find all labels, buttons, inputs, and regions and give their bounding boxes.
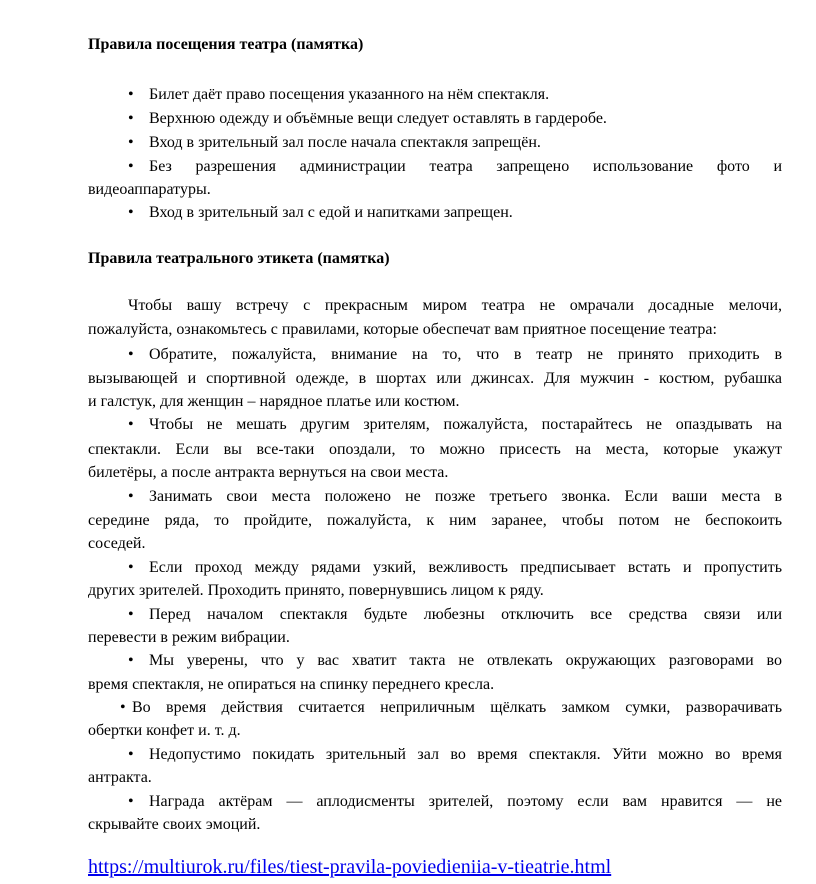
list-item: • Вход в зрительный зал после начала спектакля запрещён. [128,134,541,151]
bullet-icon: • [128,793,134,810]
list-item-line: антракта. [88,769,152,786]
intro-paragraph: Чтобы вашу встречу с прекрасным миром театра не омрачали досадные мелочи, [128,297,782,314]
heading-visit-rules: Правила посещения театра (памятка) [88,36,364,53]
bullet-icon: • [128,158,134,175]
bullet-icon: • [120,699,126,716]
list-item: • Если проход между рядами узкий, вежливость предписывает встать и пропустить [128,559,782,576]
list-item: • Недопустимо покидать зрительный зал во время спектакля. Уйти можно во время [128,746,782,763]
list-item: • Вход в зрительный зал с едой и напитками запрещен. [128,204,513,221]
list-item-line: середине ряда, то пройдите, пожалуйста, к ним заранее, чтобы потом не беспокоить [88,512,782,529]
bullet-icon: • [128,110,134,127]
list-item-line: соседей. [88,535,146,552]
bullet-icon: • [128,606,134,623]
list-item-line: скрывайте своих эмоций. [88,816,261,833]
list-item: • Занимать свои места положено не позже третьего звонка. Если ваши места в [128,488,782,505]
list-item-line: и галстук, для женщин – нарядное платье или костюм. [88,393,460,410]
list-item-line: билетёры, а после антракта вернуться на свои места. [88,464,449,481]
bullet-icon: • [128,416,134,433]
source-link[interactable]: https://multiurok.ru/files/tiest-pravila-poviedieniia-v-tieatrie.html [88,856,612,878]
list-item-line: других зрителей. Проходить принято, повернувшись лицом к ряду. [88,582,544,599]
heading-etiquette: Правила театрального этикета (памятка) [88,250,390,267]
list-item: • Награда актёрам — аплодисменты зрителей, поэтому если вам нравится — не [128,793,782,810]
list-item-continuation: видеоаппаратуры. [88,181,211,198]
bullet-icon: • [128,134,134,151]
list-item-line: время спектакля, не опираться на спинку переднего кресла. [88,676,495,693]
list-item: • Обратите, пожалуйста, внимание на то, что в театр не принято приходить в [128,346,782,363]
bullet-icon: • [128,204,134,221]
list-item: • Мы уверены, что у вас хватит такта не отвлекать окружающих разговорами во [128,652,782,669]
list-item: • Без разрешения администрации театра запрещено использование фото и [128,158,782,175]
list-item-line: перевести в режим вибрации. [88,629,290,646]
bullet-icon: • [128,652,134,669]
list-item-line: обертки конфет и. т. д. [88,722,241,739]
list-item: • Верхнюю одежду и объёмные вещи следует оставлять в гардеробе. [128,110,607,127]
intro-paragraph-line: пожалуйста, ознакомьтесь с правилами, которые обеспечат вам приятное посещение театра: [88,321,717,338]
list-item: • Чтобы не мешать другим зрителям, пожалуйста, постарайтесь не опаздывать на [128,416,782,433]
list-item-line: вызывающей и спортивной одежде, в шортах или джинсах. Для мужчин - костюм, рубашка [88,370,782,387]
list-item: • Перед началом спектакля будьте любезны отключить все средства связи или [128,606,782,623]
list-item: • Билет даёт право посещения указанного на нём спектакля. [128,86,550,103]
list-item: • Во время действия считается неприличным щёлкать замком сумки, разворачивать [120,699,782,716]
bullet-icon: • [128,746,134,763]
bullet-icon: • [128,559,134,576]
bullet-icon: • [128,86,134,103]
bullet-icon: • [128,346,134,363]
bullet-icon: • [128,488,134,505]
list-item-line: спектакли. Если вы все-таки опоздали, то можно присесть на места, которые укажут [88,441,782,458]
